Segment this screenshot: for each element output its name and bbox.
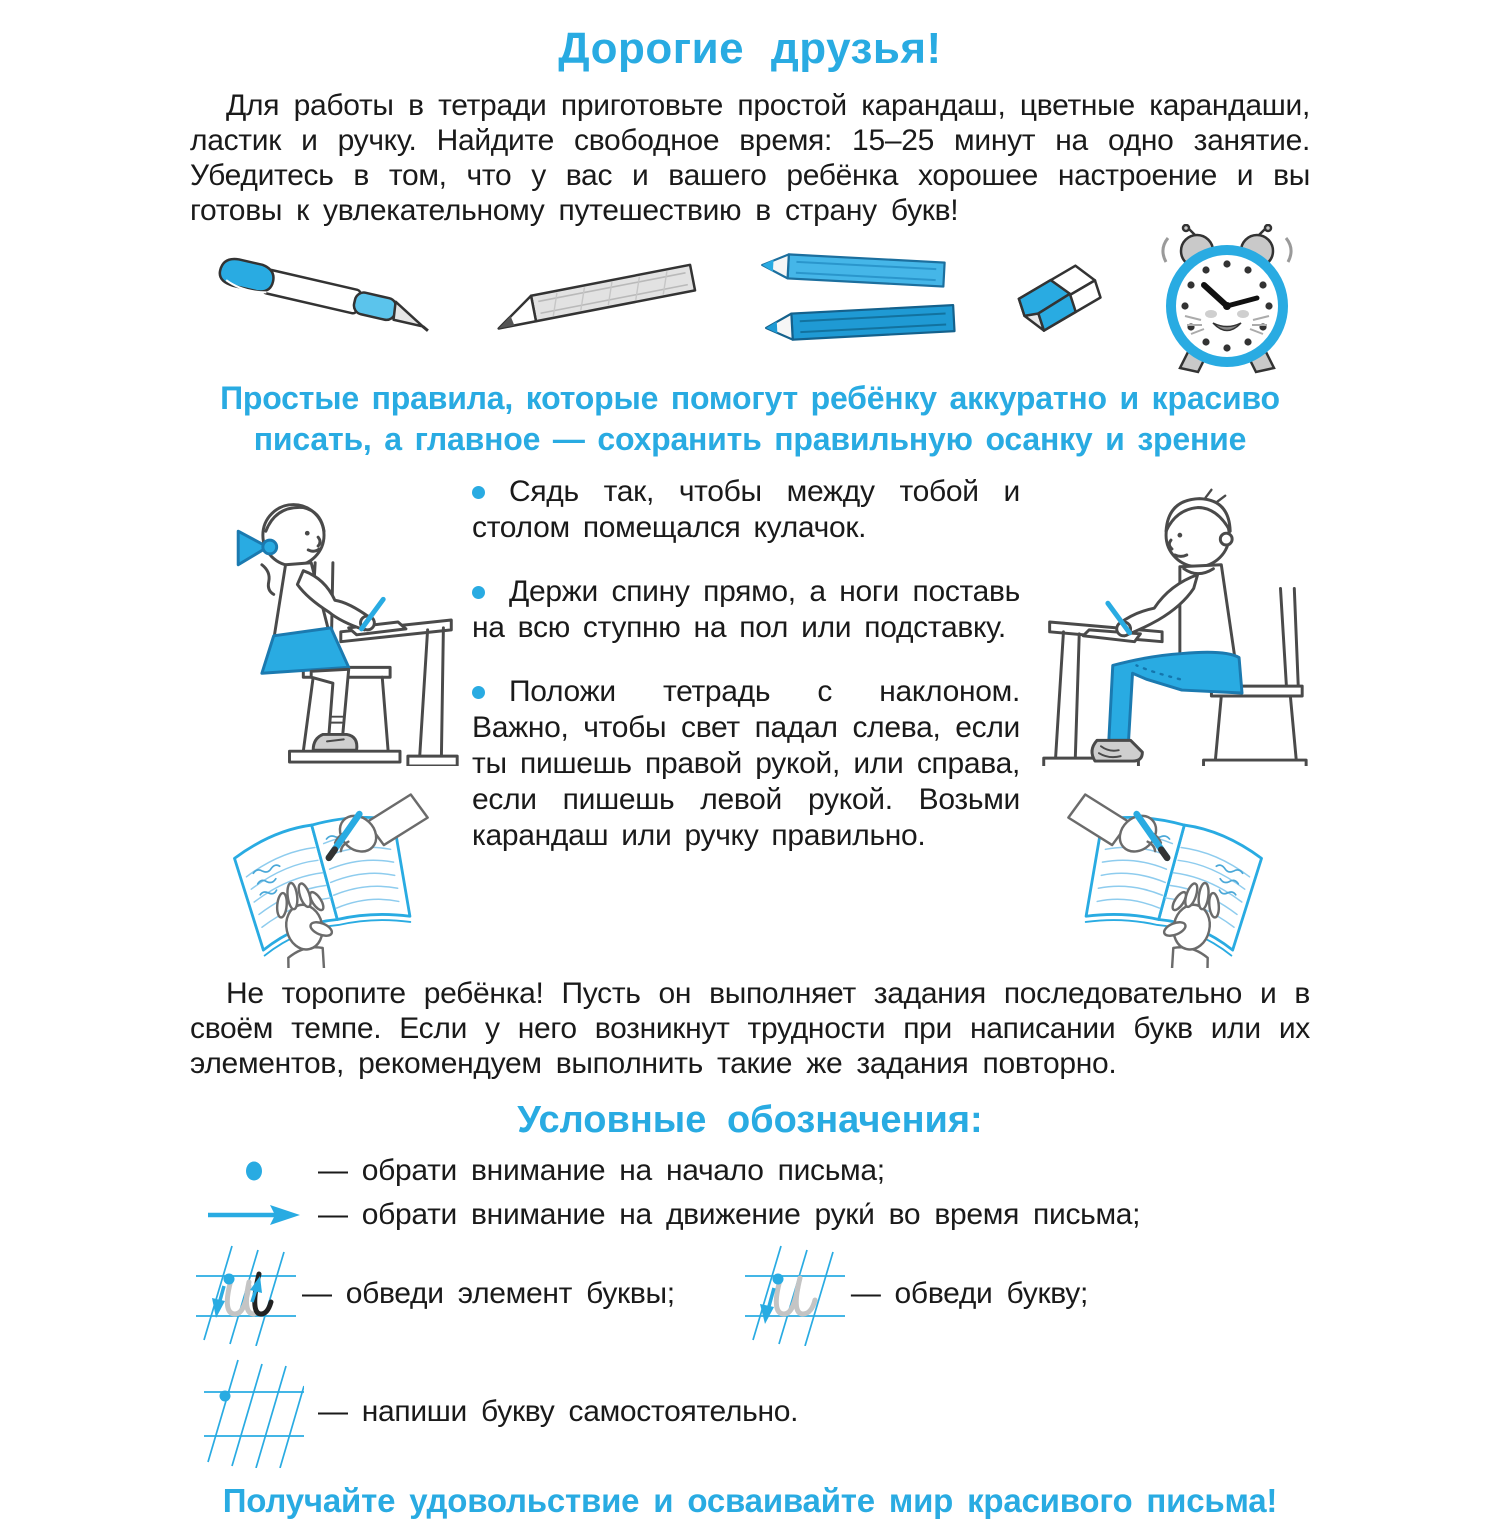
right-illustrations-column (1030, 474, 1310, 968)
boy-writing-at-desk-illustration (1031, 474, 1309, 766)
rules-list (472, 474, 1020, 968)
rule-item-1 (472, 474, 1020, 546)
rule-item-2-text: Держи спину прямо, а ноги поставь на всю ступню на пол или подставку. (472, 575, 1020, 644)
rules-heading: Простые правила, которые помогут ребёнку аккуратно и красиво писать, а главное — сохранить правильную осанку и зрение (220, 380, 1280, 457)
legend-row-trace (190, 1242, 1310, 1346)
workbook-page (190, 0, 1310, 1520)
legend-item-trace-letter (739, 1242, 1088, 1346)
rules-section (190, 474, 1310, 968)
movement-arrow-icon (190, 1200, 318, 1230)
rule-item-1-text: Сядь так, чтобы между тобой и столом помещался кулачок. (472, 475, 1020, 544)
footer-message: Получайте удовольствие и осваивайте мир красивого письма! (222, 1482, 1278, 1519)
legend-item-trace-element-text: — обведи элемент буквы; (302, 1277, 675, 1310)
intro-paragraph: Для работы в тетради приготовьте простой карандаш, цветные карандаши, ластик и ручку. Найдите свободное время: 15–25 минут на одно занятие. Убедитесь в том, что у вас и вашего ребёнка хорошее настроение и вы готовы к увлекательному путешествию в страну букв! (190, 89, 1310, 227)
eraser-icon (995, 248, 1113, 352)
bullet-dot-icon (472, 686, 485, 699)
pencil-icon (475, 246, 711, 354)
page-title: Дорогие друзья! (558, 24, 942, 73)
legend-item-trace-element (190, 1242, 675, 1346)
trace-letter-icon (739, 1242, 851, 1346)
trace-element-icon (190, 1242, 302, 1346)
colored-pencils-icon (750, 244, 956, 356)
bullet-dot-icon (472, 486, 485, 499)
writing-tools-row (190, 234, 1310, 366)
notebook-left-handed-illustration (1047, 780, 1293, 968)
bullet-dot-icon (472, 586, 485, 599)
write-letter-grid-icon (190, 1356, 318, 1468)
legend-item-start-dot-text: — обрати внимание на начало письма; (318, 1154, 885, 1187)
legend-item-trace-letter-text: — обведи букву; (850, 1277, 1089, 1310)
notebook-right-handed-illustration (203, 780, 449, 968)
start-dot-icon (190, 1159, 318, 1183)
legend-item-write-letter-text: — напиши букву самостоятельно. (318, 1395, 799, 1428)
girl-writing-at-desk-illustration (192, 474, 460, 766)
alarm-clock-icon (1152, 224, 1302, 376)
legend-item-movement-arrow (190, 1198, 1310, 1232)
pen-icon (198, 245, 436, 355)
left-illustrations-column (190, 474, 462, 968)
legend-item-start-dot (190, 1154, 1310, 1188)
rule-item-3 (472, 674, 1020, 854)
legend-item-write-letter (190, 1356, 1310, 1468)
rule-item-2 (472, 574, 1020, 646)
legend-item-movement-arrow-text: — обрати внимание на движение руки́ во время письма; (318, 1198, 1141, 1231)
rule-item-3-text: Положи тетрадь с наклоном. Важно, чтобы свет падал слева, если ты пишешь правой рукой, или справа, если пишешь левой рукой. Возьми карандаш или ручку правильно. (472, 675, 1020, 852)
legend-section (190, 1154, 1310, 1468)
legend-heading: Условные обозначения: (517, 1099, 983, 1141)
note-paragraph: Не торопите ребёнка! Пусть он выполняет задания последовательно и в своём темпе. Если у него возникнут трудности при написании букв или их элементов, рекомендуем выполнить такие же задания повторно. (190, 977, 1310, 1080)
